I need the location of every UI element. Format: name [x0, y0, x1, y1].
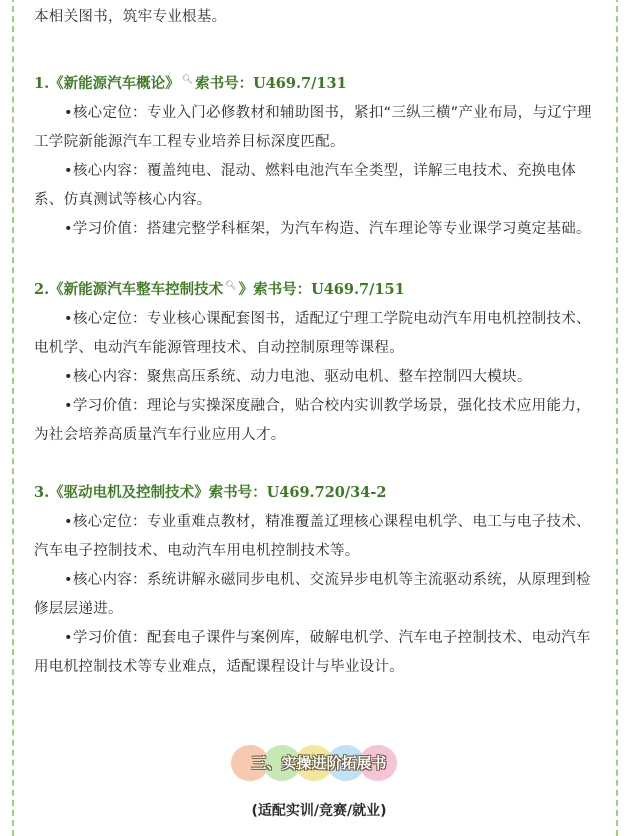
book-3-call-label: 索书号：: [208, 484, 267, 501]
book-1-title: 《新能源汽车概论》: [49, 74, 180, 92]
book-1-point-2: •核心内容：覆盖纯电、混动、燃料电池汽车全类型，详解三电技术、充换电体系、仿真测试等核心内容。: [34, 162, 577, 208]
book-1-prefix: 1.: [34, 74, 50, 92]
book-2-point-3: •学习价值：理论与实操深度融合，贴合校内实训教学场景，强化技术应用能力，为社会培养高质量汽车行业应用人才。: [34, 397, 591, 443]
book-1-heading: [34, 66, 604, 99]
section-banner-wrap: [34, 744, 604, 786]
book-3-point-1: •核心定位：专业重难点教材，精准覆盖辽理核心课程电机学、电工与电子技术、汽车电子控制技术、电动汽车用电机控制技术等。: [34, 513, 591, 559]
intro-tail: 本相关图书，筑牢专业根基。: [34, 9, 227, 25]
book-3-point-3: •学习价值：配套电子课件与案例库，破解电机学、汽车电子控制技术、电动汽车用电机控制技术等专业难点，适配课程设计与毕业设计。: [34, 629, 591, 675]
book-3-heading: [34, 478, 604, 508]
book-1-point-3: •学习价值：搭建完整学科框架，为汽车构造、汽车理论等专业课学习奠定基础。: [64, 220, 591, 237]
section-subtitle: (适配实训/竞赛/就业): [251, 803, 387, 819]
document-body: [34, 0, 604, 819]
book-1-call-label: 索书号：: [195, 75, 254, 92]
book-2-point-1: •核心定位：专业核心课配套图书，适配辽宁理工学院电动汽车用电机控制技术、电机学、电动汽车能源管理技术、自动控制原理等课程。: [34, 310, 591, 356]
book-2-call-number: U469.7/151: [311, 280, 405, 298]
book-3-title: 《驱动电机及控制技术》: [49, 483, 209, 501]
book-1-call-number: U469.7/131: [253, 74, 347, 92]
book-2-heading: [34, 272, 604, 305]
section-title: 三、实操进阶拓展书: [251, 754, 387, 772]
book-3-prefix: 3.: [34, 483, 50, 501]
book-2-title: 《新能源汽车整车控制技术: [49, 280, 224, 298]
book-3-call-number: U469.720/34-2: [266, 483, 387, 501]
section-banner: [231, 744, 407, 782]
book-2-title-end: 》: [238, 280, 254, 298]
book-2-point-2: •核心内容：聚焦高压系统、动力电池、驱动电机、整车控制四大模块。: [64, 368, 532, 385]
book-2-call-label: 索书号：: [253, 281, 312, 298]
search-icon[interactable]: 🔍︎: [225, 280, 237, 291]
search-icon[interactable]: 🔍︎: [181, 75, 194, 85]
book-1-point-1: •核心定位：专业入门必修教材和辅助图书，紧扣“三纵三横”产业布局，与辽宁理工学院新能源汽车工程专业培养目标深度匹配。: [34, 104, 592, 150]
book-2-prefix: 2.: [34, 280, 50, 298]
book-3-point-2: •核心内容：系统讲解永磁同步电机、交流异步电机等主流驱动系统，从原理到检修层层递进。: [34, 571, 591, 617]
